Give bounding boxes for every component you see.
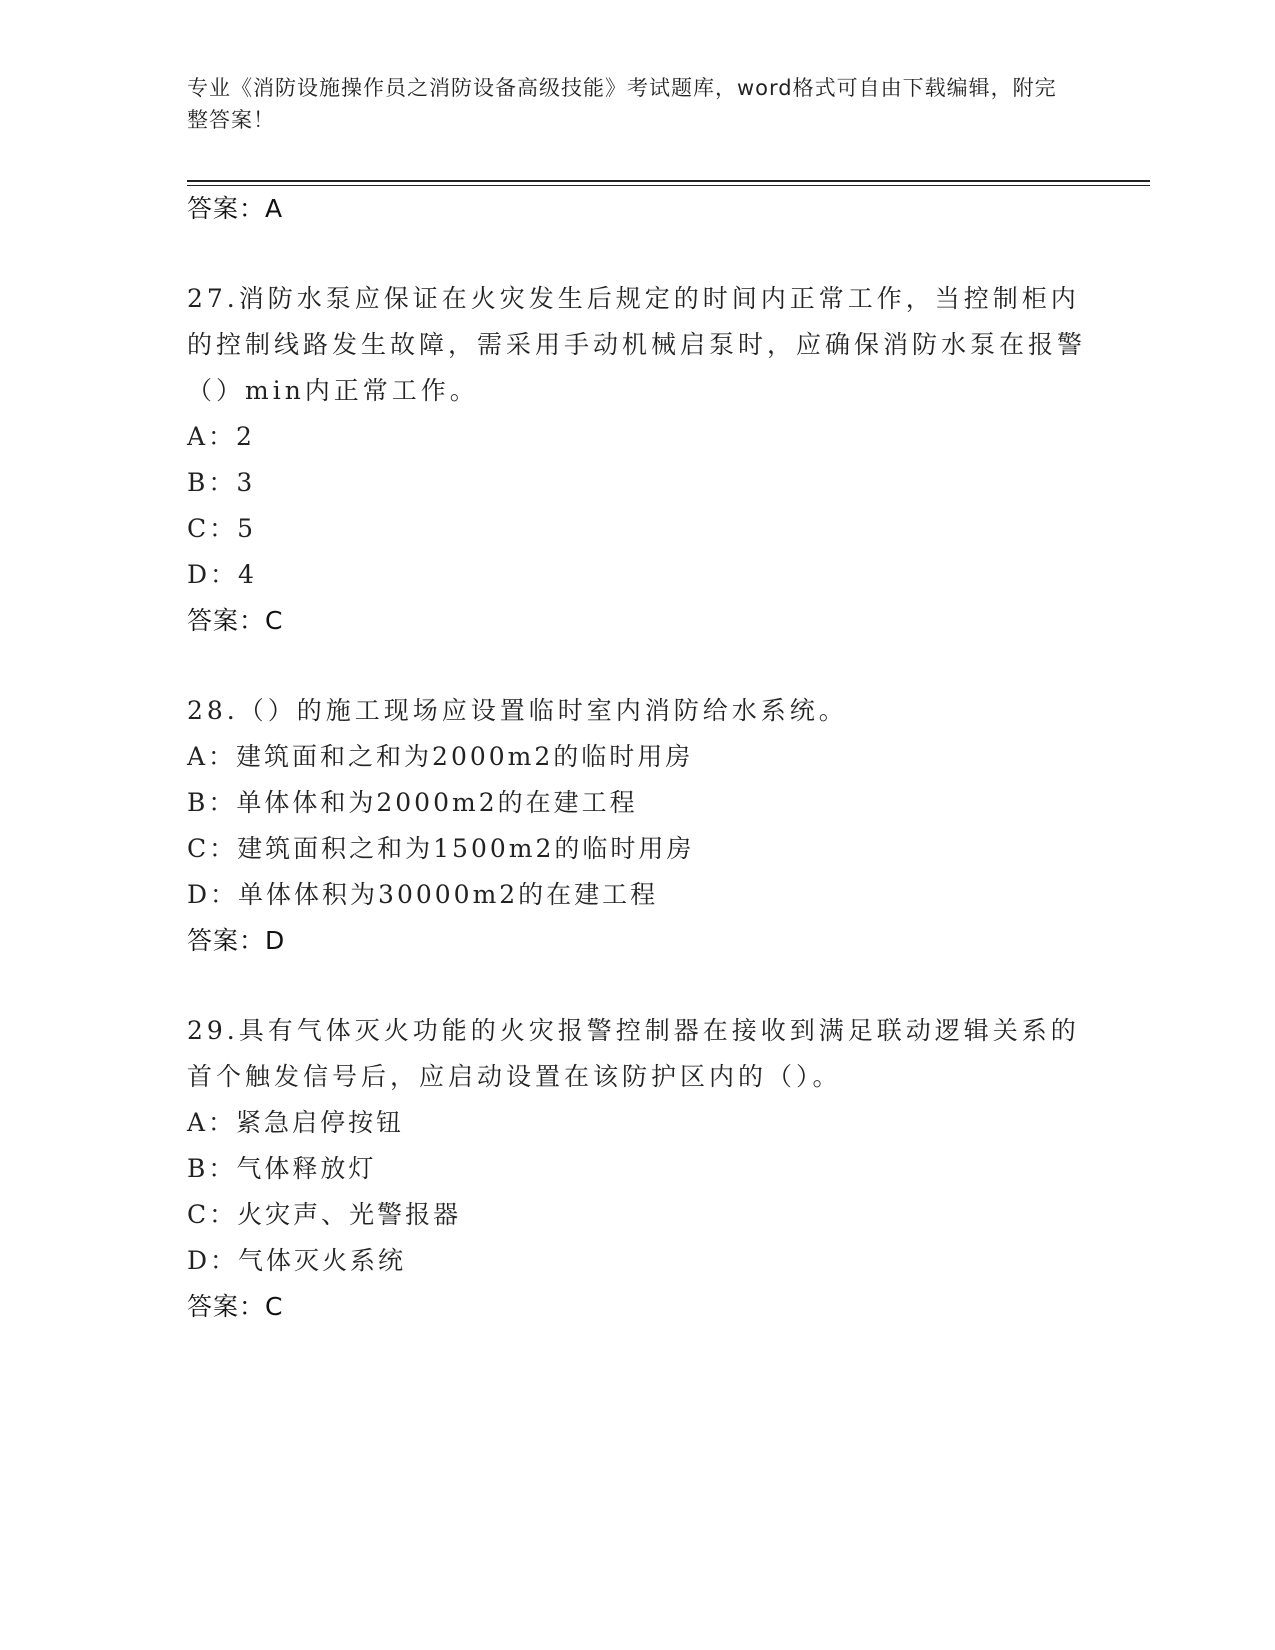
question-text: 27.消防水泵应保证在火灾发生后规定的时间内正常工作，当控制柜内的控制线路发生故障，需采用手动机械启泵时，应确保消防水泵在报警（）min内正常工作。 bbox=[187, 284, 1087, 405]
answer-line: 答案：A bbox=[187, 194, 284, 223]
question-text: 29.具有气体灭火功能的火灾报警控制器在接收到满足联动逻辑关系的首个触发信号后，应启动设置在该防护区内的（）。 bbox=[187, 1016, 1080, 1091]
option-a: A：2 bbox=[187, 422, 255, 451]
option-b: B：单体体和为2000m2的在建工程 bbox=[187, 788, 638, 817]
option-d: D：4 bbox=[187, 560, 257, 589]
answer-line: 答案：C bbox=[187, 1292, 284, 1321]
header-divider-thick bbox=[187, 180, 1150, 182]
document-header: 专业《消防设施操作员之消防设备高级技能》考试题库，word格式可自由下载编辑，附完整答案！ bbox=[187, 76, 1057, 132]
option-b: B：气体释放灯 bbox=[187, 1154, 377, 1183]
spacer bbox=[187, 231, 1087, 276]
option-c: C：火灾声、光警报器 bbox=[187, 1200, 462, 1229]
spacer bbox=[187, 963, 1087, 1008]
answer-line: 答案：C bbox=[187, 606, 284, 635]
question-28 bbox=[187, 688, 1087, 963]
question-27 bbox=[187, 276, 1087, 643]
option-d: D：单体体积为30000m2的在建工程 bbox=[187, 880, 659, 909]
answer-line: 答案：D bbox=[187, 926, 286, 955]
question-29 bbox=[187, 1008, 1087, 1329]
option-c: C：5 bbox=[187, 514, 257, 543]
option-a: A：建筑面和之和为2000m2的临时用房 bbox=[187, 742, 694, 771]
option-a: A：紧急启停按钮 bbox=[187, 1108, 405, 1137]
question-list bbox=[187, 186, 1087, 1329]
option-c: C：建筑面积之和为1500m2的临时用房 bbox=[187, 834, 695, 863]
option-b: B：3 bbox=[187, 468, 256, 497]
spacer bbox=[187, 643, 1087, 688]
question-text: 28.（）的施工现场应设置临时室内消防给水系统。 bbox=[187, 696, 848, 725]
option-d: D：气体灭火系统 bbox=[187, 1246, 407, 1275]
